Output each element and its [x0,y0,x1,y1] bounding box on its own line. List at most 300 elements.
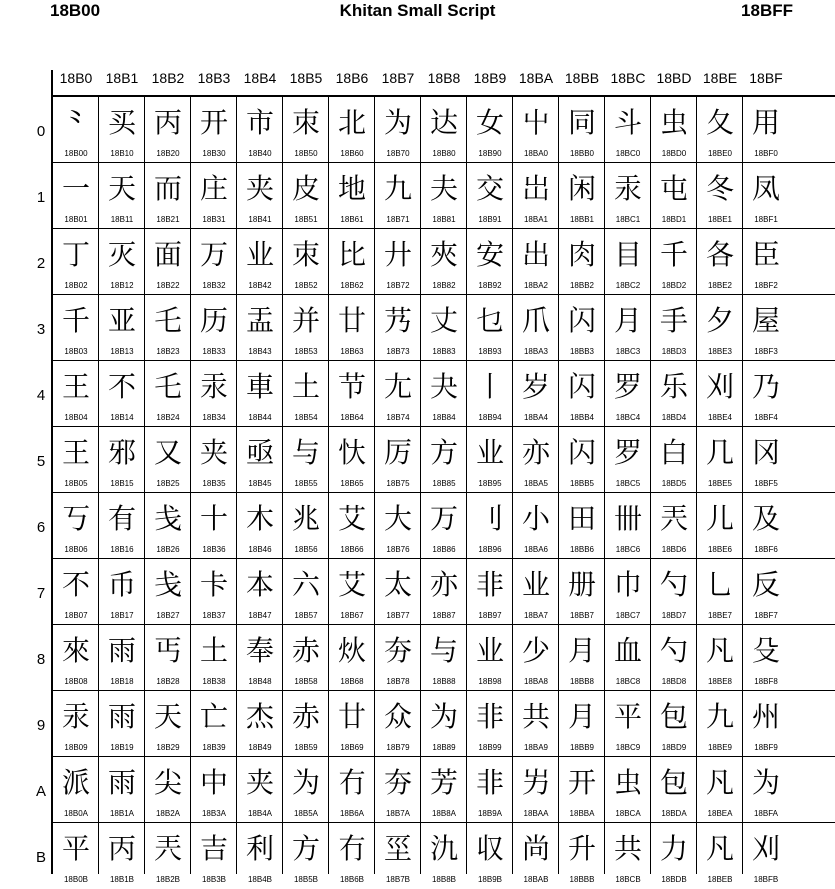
code-point-label: 18B19 [110,743,134,752]
character-glyph: 朿 [291,238,320,271]
code-cell [605,361,651,427]
character-glyph: 交 [475,172,504,205]
character-glyph: 包 [659,766,688,799]
character-glyph: 万 [199,238,228,271]
character-glyph: 雨 [107,700,136,733]
code-point-label: 18BD3 [661,347,687,356]
code-point-label: 18BF6 [754,545,778,554]
code-cell [651,823,697,889]
code-point-label: 18B98 [478,677,502,686]
code-point-label: 18B11 [110,215,134,224]
code-cell [513,823,559,889]
code-point-label: 18B8B [431,875,457,884]
code-cell [513,559,559,625]
character-glyph: 廾 [383,238,412,271]
character-glyph: 中 [199,766,228,799]
code-cell [559,625,605,691]
code-cell [467,691,513,757]
character-glyph: 虫 [613,766,642,799]
code-cell [605,163,651,229]
column-header: 18BC [610,70,646,86]
code-point-label: 18BF0 [754,149,778,158]
character-glyph: 刈 [751,832,780,865]
character-glyph: 夯 [383,766,412,799]
code-cell [375,163,421,229]
code-cell [53,823,99,889]
code-cell [283,97,329,163]
code-cell [743,163,789,229]
code-cell [559,691,605,757]
code-point-label: 18BBA [569,809,595,818]
character-glyph: 土 [199,634,228,667]
code-cell [697,163,743,229]
code-point-label: 18BB1 [569,215,595,224]
code-cell [421,757,467,823]
character-glyph: 买 [107,106,136,139]
character-glyph: 艾 [337,502,366,535]
code-point-label: 18B0B [63,875,89,884]
code-cell [605,427,651,493]
code-point-label: 18BB6 [569,545,595,554]
row-header: 0 [36,123,46,140]
character-glyph: 太 [383,568,412,601]
character-glyph: 闲 [567,172,596,205]
code-point-label: 18B53 [294,347,318,356]
code-point-label: 18B24 [156,413,180,422]
code-cell [605,691,651,757]
code-cell [237,757,283,823]
character-glyph: 朿 [291,106,320,139]
code-point-label: 18B41 [248,215,272,224]
code-cell [53,427,99,493]
character-glyph: 赤 [291,634,320,667]
code-cell [421,625,467,691]
code-cell [605,97,651,163]
column-header: 18BF [749,70,783,86]
character-glyph: 各 [705,238,734,271]
header-left-code: 18B00 [50,1,101,20]
character-glyph: 升 [567,832,596,865]
code-point-label: 18BD8 [661,677,687,686]
code-point-label: 18B3B [201,875,227,884]
code-cell [467,823,513,889]
code-point-label: 18B45 [248,479,272,488]
code-point-label: 18B5B [293,875,319,884]
character-glyph: 忕 [337,436,366,469]
code-cell [191,229,237,295]
character-glyph: 肉 [567,238,596,271]
code-cell [467,493,513,559]
code-cell [605,493,651,559]
character-glyph: 丂 [61,502,90,535]
code-point-label: 18BD4 [661,413,687,422]
character-glyph: 为 [429,700,458,733]
code-point-label: 18BC5 [615,479,641,488]
character-glyph: 九 [705,700,734,733]
code-point-label: 18BF5 [754,479,778,488]
code-cell [697,295,743,361]
character-glyph: 儿 [705,502,734,535]
character-glyph: 亦 [429,568,458,601]
code-cell [605,559,651,625]
code-cell [559,559,605,625]
code-cell [53,625,99,691]
character-glyph: 几 [705,436,734,469]
character-glyph: 乇 [153,370,182,403]
code-cell [743,97,789,163]
code-cell [191,691,237,757]
character-glyph: ⺀ [61,106,90,139]
code-point-label: 18B58 [294,677,318,686]
code-cell [651,295,697,361]
code-point-label: 18BA5 [523,479,549,488]
code-point-label: 18B64 [340,413,364,422]
code-point-label: 18BCA [615,809,641,818]
character-glyph: 丙 [153,106,182,139]
code-cell [513,427,559,493]
code-point-label: 18BD0 [661,149,687,158]
code-point-label: 18BA2 [523,281,549,290]
character-glyph: 殳 [751,634,780,667]
code-point-label: 18BC4 [615,413,641,422]
character-glyph: 兆 [291,502,320,535]
code-point-label: 18BE8 [707,677,733,686]
code-point-label: 18BC3 [615,347,641,356]
code-point-label: 18B37 [202,611,226,620]
code-cell [375,559,421,625]
code-cell [237,559,283,625]
code-cell [697,691,743,757]
character-glyph: 同 [567,106,596,139]
code-point-label: 18B95 [478,479,502,488]
code-point-label: 18BEA [707,809,733,818]
code-point-label: 18B71 [386,215,410,224]
character-glyph: 廿 [337,304,366,337]
code-point-label: 18BF4 [754,413,778,422]
code-point-label: 18BD5 [661,479,687,488]
character-glyph: 兲 [659,502,688,535]
code-cell [145,97,191,163]
code-point-label: 18BB7 [569,611,595,620]
character-glyph: 市 [245,106,274,139]
code-point-label: 18B1A [109,809,135,818]
character-glyph: 亡 [199,700,228,733]
column-header: 18B0 [59,70,93,86]
code-cell [53,163,99,229]
code-cell [237,493,283,559]
character-glyph: 乚 [705,568,734,601]
code-cell [651,229,697,295]
code-cell [513,493,559,559]
character-glyph: 闪 [567,304,596,337]
code-point-label: 18B22 [156,281,180,290]
code-cell [191,97,237,163]
code-cell [283,691,329,757]
character-glyph: 共 [613,832,642,865]
code-cell [237,361,283,427]
code-cell [99,97,145,163]
character-glyph: 北 [337,106,366,139]
code-point-label: 18BD7 [661,611,687,620]
character-glyph: 丐 [153,634,182,667]
code-point-label: 18B79 [386,743,410,752]
code-cell [467,163,513,229]
code-cell [53,229,99,295]
character-glyph: 非 [475,766,504,799]
code-cell [651,559,697,625]
character-glyph: 州 [751,700,780,733]
code-cell [559,295,605,361]
code-cell [329,361,375,427]
code-point-label: 18B89 [432,743,456,752]
code-cell [467,757,513,823]
character-glyph: 坙 [383,832,412,865]
code-point-label: 18BC2 [615,281,641,290]
code-point-label: 18BC0 [615,149,641,158]
code-point-label: 18BF9 [754,743,778,752]
character-glyph: 汞 [61,700,90,733]
code-cell [283,757,329,823]
code-cell [651,361,697,427]
code-point-label: 18B56 [294,545,318,554]
code-cell [53,559,99,625]
column-header: 18B4 [243,70,277,86]
column-header: 18B1 [105,70,139,86]
character-glyph: 凡 [705,832,734,865]
code-point-label: 18BD9 [661,743,687,752]
code-cell [99,625,145,691]
character-glyph: 千 [61,304,90,337]
code-cell [743,823,789,889]
code-cell [559,97,605,163]
character-glyph: 王 [61,436,90,469]
code-cell [559,229,605,295]
code-cell [53,97,99,163]
character-glyph: 天 [153,700,182,733]
character-glyph: 不 [107,370,136,403]
character-glyph: 开 [199,106,228,139]
character-glyph: 汞 [199,370,228,403]
code-point-label: 18B67 [340,611,364,620]
column-header: 18B3 [197,70,231,86]
code-cell [743,493,789,559]
character-glyph: 吉 [199,832,228,865]
character-glyph: 亟 [245,436,274,469]
character-glyph: 本 [245,568,274,601]
character-glyph: 兲 [153,832,182,865]
code-cell [145,625,191,691]
character-glyph: 汞 [613,172,642,205]
code-cell [743,559,789,625]
code-cell [375,625,421,691]
row-header: 2 [36,255,46,272]
row-header: 1 [36,189,46,206]
code-point-label: 18BC6 [615,545,641,554]
character-glyph: 平 [61,832,90,865]
code-point-label: 18B4B [247,875,273,884]
character-glyph: 亦 [521,436,550,469]
code-point-label: 18B55 [294,479,318,488]
row-header: 6 [36,519,46,536]
code-cell [145,163,191,229]
code-point-label: 18B13 [110,347,134,356]
code-point-label: 18BFA [753,809,778,818]
character-glyph: 土 [291,370,320,403]
code-point-label: 18B85 [432,479,456,488]
code-point-label: 18BE4 [707,413,733,422]
code-cell [99,757,145,823]
code-cell [53,361,99,427]
character-glyph: 屋 [751,304,780,337]
code-point-label: 18BA0 [523,149,549,158]
character-glyph: 冬 [705,172,734,205]
code-cell [99,691,145,757]
code-point-label: 18B30 [202,149,226,158]
character-glyph: 戋 [153,568,182,601]
code-point-label: 18B6A [339,809,365,818]
code-point-label: 18B97 [478,611,502,620]
code-cell [237,163,283,229]
character-glyph: 丁 [61,238,90,271]
code-cell [467,229,513,295]
code-cell [375,493,421,559]
code-cell [421,691,467,757]
code-cell [191,493,237,559]
character-glyph: 艾 [337,568,366,601]
code-cell [99,229,145,295]
code-point-label: 18B76 [386,545,410,554]
code-point-label: 18B01 [64,215,88,224]
character-glyph: 奉 [245,634,274,667]
code-cell [283,361,329,427]
code-cell [191,295,237,361]
code-cell [513,163,559,229]
character-glyph: 安 [475,238,504,271]
column-header: 18BA [518,70,554,86]
code-point-label: 18B08 [64,677,88,686]
code-cell [697,493,743,559]
code-cell [651,757,697,823]
column-header: 18BB [564,70,600,86]
code-cell [697,361,743,427]
character-glyph: 厉 [383,436,412,469]
code-point-label: 18B83 [432,347,456,356]
character-glyph: 月 [567,634,596,667]
code-cell [329,493,375,559]
column-header: 18BE [702,70,738,86]
code-point-label: 18B65 [340,479,364,488]
code-cell [375,427,421,493]
character-glyph: 节 [337,370,366,403]
code-cell [375,823,421,889]
character-glyph: 灭 [107,238,136,271]
code-point-label: 18B9A [477,809,503,818]
code-point-label: 18B2A [155,809,181,818]
code-point-label: 18B10 [110,149,134,158]
character-glyph: 尖 [153,766,182,799]
character-glyph: 共 [521,700,550,733]
code-point-label: 18B02 [64,281,88,290]
character-glyph: 雨 [107,766,136,799]
code-point-label: 18B47 [248,611,272,620]
code-point-label: 18BE3 [707,347,733,356]
code-point-label: 18B88 [432,677,456,686]
code-point-label: 18BEB [707,875,733,884]
row-header: B [35,849,46,866]
row-header: 3 [36,321,46,338]
code-point-label: 18B32 [202,281,226,290]
code-cell [191,757,237,823]
code-point-label: 18BF2 [754,281,778,290]
character-glyph: 芳 [429,766,458,799]
code-point-label: 18BC1 [615,215,641,224]
code-point-label: 18B33 [202,347,226,356]
code-point-label: 18B03 [64,347,88,356]
code-point-label: 18B77 [386,611,410,620]
code-point-label: 18B48 [248,677,272,686]
row-header: 7 [36,585,46,602]
code-cell [191,625,237,691]
character-glyph: 力 [659,832,688,865]
code-point-label: 18B14 [110,413,134,422]
character-glyph: 派 [61,766,90,799]
character-glyph: 月 [567,700,596,733]
code-point-label: 18B68 [340,677,364,686]
code-point-label: 18BDB [661,875,687,884]
code-point-label: 18BCB [615,875,641,884]
code-cell [329,625,375,691]
code-cell [697,97,743,163]
character-glyph: 來 [61,634,90,667]
character-glyph: 収 [475,832,504,865]
code-cell [283,493,329,559]
code-point-label: 18BA3 [523,347,549,356]
code-point-label: 18BB0 [569,149,595,158]
character-glyph: 白 [659,436,688,469]
code-point-label: 18B15 [110,479,134,488]
code-cell [283,295,329,361]
code-cell [237,229,283,295]
code-cell [559,493,605,559]
code-cell [145,823,191,889]
code-point-label: 18B69 [340,743,364,752]
code-cell [467,625,513,691]
code-point-label: 18B94 [478,413,502,422]
code-point-label: 18B60 [340,149,364,158]
code-cell [467,427,513,493]
code-cell [191,559,237,625]
code-point-label: 18BE6 [707,545,733,554]
character-glyph: 田 [567,502,596,535]
code-point-label: 18B29 [156,743,180,752]
code-cell [99,493,145,559]
character-glyph: 开 [567,766,596,799]
character-glyph: 夫 [429,172,458,205]
character-glyph: 有 [107,502,136,535]
code-cell [191,361,237,427]
character-glyph: 币 [107,568,136,601]
code-cell [743,691,789,757]
column-header: 18B8 [427,70,461,86]
code-cell [697,427,743,493]
character-glyph: 屴 [521,766,550,799]
code-cell [743,361,789,427]
code-point-label: 18B84 [432,413,456,422]
code-point-label: 18B70 [386,149,410,158]
code-point-label: 18B74 [386,413,410,422]
character-glyph: 及 [751,502,780,535]
code-point-label: 18B06 [64,545,88,554]
